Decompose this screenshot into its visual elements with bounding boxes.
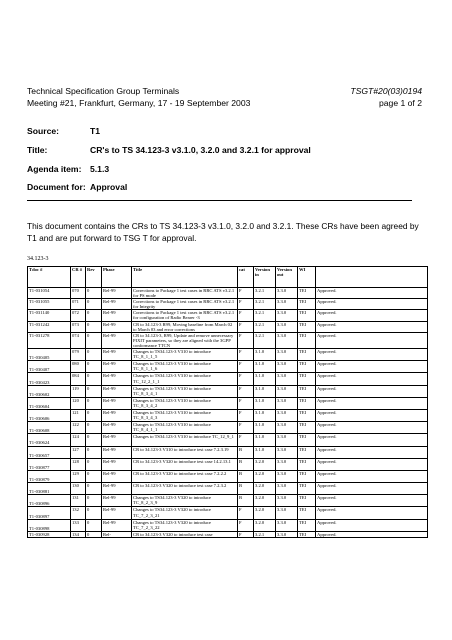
cell-status: Approved. — [316, 349, 428, 361]
cell-status: Approved. — [316, 531, 428, 538]
cell-wi: TEI — [298, 373, 316, 385]
cell-title: Corrections to Package 1 test cases in RRC ATS v3.2.1 for configuration of Radio Bearer -3 — [132, 310, 238, 321]
cell-phase: Rel-99 — [102, 422, 132, 434]
cell-rev: 0 — [86, 385, 102, 397]
cell-tdoc: T1-030928 — [28, 531, 71, 538]
cell-version-in: 3.2.0 — [254, 507, 276, 519]
cell-title: CR to 34.123-3 V320 to introduce test case 7.2.3.2 — [132, 483, 238, 495]
meeting-info: Meeting #21, Frankfurt, Germany, 17 - 19 September 2003 — [27, 98, 251, 108]
cell-phase: Rel-99 — [102, 332, 132, 348]
cell-status: Approved. — [316, 321, 428, 332]
cell-tdoc: T1-030877 — [28, 458, 71, 470]
meta-value: 5.1.3 — [90, 164, 110, 174]
cell-version-out: 3.3.0 — [276, 458, 298, 470]
cell-phase: Rel-99 — [102, 458, 132, 470]
cell-title: CR to 34.123-3 V310 to introduce test case 7.2.3.19 — [132, 446, 238, 458]
intro-paragraph: This document contains the CRs to TS 34.123-3 v3.1.0, 3.2.0 and 3.2.1. These CRs have been agreed by T1 and are put forward to TSG T for approval. — [27, 221, 419, 243]
cell-title: Changes to TS34.123-3 V320 to introduce TC_7_2_3_22 — [132, 519, 238, 531]
cell-status: Approved. — [316, 373, 428, 385]
cell-phase: Rel-99 — [102, 299, 132, 310]
cell-rev: 0 — [86, 458, 102, 470]
cell-wi: TEI — [298, 361, 316, 373]
cell-cr: 071 — [71, 299, 86, 310]
cell-cat: F — [238, 299, 254, 310]
cell-phase: Rel-99 — [102, 288, 132, 299]
table-row — [28, 470, 428, 482]
cell-tdoc: T1-030898 — [28, 519, 71, 531]
cell-tdoc: T1-031242 — [28, 321, 71, 332]
table-row — [28, 373, 428, 385]
cell-phase: Rel-99 — [102, 409, 132, 421]
cell-title: CR to 34.123-3 V320 to introduce test case 7.2.2.2 — [132, 470, 238, 482]
cell-version-in: 3.2.1 — [254, 288, 276, 299]
cell-wi: TEI — [298, 321, 316, 332]
cell-phase: Rel-99 — [102, 434, 132, 446]
cell-status: Approved. — [316, 288, 428, 299]
cell-wi: TEI — [298, 531, 316, 538]
cell-version-out: 3.3.0 — [276, 349, 298, 361]
col-header-cr: CR # — [71, 267, 86, 288]
cell-tdoc: T1-030602 — [28, 385, 71, 397]
cell-status: Approved. — [316, 483, 428, 495]
cell-cr: 129 — [71, 470, 86, 482]
cell-status: Approved. — [316, 332, 428, 348]
cell-cat: F — [238, 519, 254, 531]
cell-tdoc: T1-031055 — [28, 299, 71, 310]
cell-version-out: 3.3.0 — [276, 519, 298, 531]
col-header-phase: Phase — [102, 267, 132, 288]
cell-cat: B — [238, 495, 254, 507]
table-row — [28, 409, 428, 421]
cell-rev: 0 — [86, 373, 102, 385]
cell-phase: Rel- — [102, 531, 132, 538]
cell-rev: 0 — [86, 349, 102, 361]
cell-version-in: 3.1.0 — [254, 373, 276, 385]
cell-cat: F — [238, 373, 254, 385]
cell-tdoc: T1-030879 — [28, 470, 71, 482]
col-header-title: Title — [132, 267, 238, 288]
cell-rev: 0 — [86, 531, 102, 538]
meta-label: Title: — [27, 145, 48, 155]
cell-rev: 0 — [86, 361, 102, 373]
cell-wi: TEI — [298, 519, 316, 531]
cell-version-in: 3.2.1 — [254, 332, 276, 348]
cell-rev: 0 — [86, 519, 102, 531]
cell-cat: F — [238, 321, 254, 332]
cell-rev: 0 — [86, 495, 102, 507]
cell-wi: TEI — [298, 507, 316, 519]
cell-tdoc: T1-030608 — [28, 422, 71, 434]
cell-status: Approved. — [316, 470, 428, 482]
cell-cr: 084 — [71, 373, 86, 385]
cell-title: Changes to TS34.123-3 V310 to introduce TC_8_3_4_1 — [132, 385, 238, 397]
cell-wi: TEI — [298, 434, 316, 446]
document-id: TSGT#20(03)0194 — [350, 86, 422, 96]
table-row — [28, 299, 428, 310]
cell-phase: Rel-99 — [102, 483, 132, 495]
table-row — [28, 288, 428, 299]
cell-phase: Rel-99 — [102, 495, 132, 507]
cell-rev: 0 — [86, 507, 102, 519]
cell-wi: TEI — [298, 470, 316, 482]
page-number: page 1 of 2 — [378, 98, 422, 108]
table-row — [28, 434, 428, 446]
header-line-1 — [27, 86, 422, 96]
table-row — [28, 422, 428, 434]
cell-title: Changes to TS34.123-3 V310 to introduce TC_12_9_1 — [132, 434, 238, 446]
meta-value: CR's to TS 34.123-3 v3.1.0, 3.2.0 and 3.2.1 for approval — [90, 145, 311, 155]
cell-tdoc: T1-030423 — [28, 373, 71, 385]
cell-version-out: 3.3.0 — [276, 288, 298, 299]
cell-tdoc: T1-030624 — [28, 434, 71, 446]
cell-status: Approved. — [316, 361, 428, 373]
cell-phase: Rel-99 — [102, 361, 132, 373]
cell-title: Changes to TS34.123-3 V310 to introduce TC_8_1_1_5 — [132, 349, 238, 361]
cell-phase: Rel-99 — [102, 470, 132, 482]
col-header-version-in: Version in — [254, 267, 276, 288]
cell-phase: Rel-99 — [102, 507, 132, 519]
cell-status: Approved. — [316, 397, 428, 409]
cell-cr: 122 — [71, 422, 86, 434]
cell-version-in: 3.1.0 — [254, 409, 276, 421]
cell-cat: B — [238, 470, 254, 482]
cell-cat: F — [238, 409, 254, 421]
cell-cat: B — [238, 458, 254, 470]
cell-tdoc: T1-030407 — [28, 361, 71, 373]
table-row — [28, 507, 428, 519]
cell-title: CR to 34.123-3, R99, Update and remove unnecessary PIXIT parameters, so they are aligned with the 3GPP conformance TTCN — [132, 332, 238, 348]
cell-tdoc: T1-031278 — [28, 332, 71, 348]
cell-title: CR to 34.123-3 R99, Moving baseline from March 02 to March 03 and error corrections — [132, 321, 238, 332]
cell-cat: B — [238, 483, 254, 495]
cell-version-in: 3.2.1 — [254, 531, 276, 538]
table-row — [28, 531, 428, 538]
cell-rev: 0 — [86, 321, 102, 332]
cell-version-in: 3.1.0 — [254, 397, 276, 409]
cell-cr: 070 — [71, 288, 86, 299]
cell-cr: 124 — [71, 434, 86, 446]
cell-title: Changes to TS34.123-3 V320 to introduce TC_7_2_3_21 — [132, 507, 238, 519]
table-row — [28, 458, 428, 470]
cell-phase: Rel-99 — [102, 519, 132, 531]
cell-version-in: 3.2.0 — [254, 495, 276, 507]
cell-status: Approved. — [316, 446, 428, 458]
cell-title: Changes to TS34.123-3 V310 to introduce TC_8_1_1_6 — [132, 361, 238, 373]
cell-cat: F — [238, 507, 254, 519]
cell-status: Approved. — [316, 310, 428, 321]
cell-rev: 0 — [86, 397, 102, 409]
cell-cr: 131 — [71, 495, 86, 507]
cell-wi: TEI — [298, 422, 316, 434]
col-header-rev: Rev — [86, 267, 102, 288]
cell-version-in: 3.1.0 — [254, 434, 276, 446]
cell-wi: TEI — [298, 299, 316, 310]
cell-status: Approved. — [316, 507, 428, 519]
meta-value: T1 — [90, 126, 101, 136]
cell-version-in: 3.2.1 — [254, 321, 276, 332]
cell-version-out: 3.3.0 — [276, 531, 298, 538]
cell-cr: 133 — [71, 519, 86, 531]
cell-cr: 127 — [71, 446, 86, 458]
cell-cr: 079 — [71, 349, 86, 361]
table-row — [28, 310, 428, 321]
cell-version-out: 3.3.0 — [276, 361, 298, 373]
cell-version-out: 3.3.0 — [276, 422, 298, 434]
cell-version-out: 3.3.0 — [276, 434, 298, 446]
cell-version-out: 3.3.0 — [276, 321, 298, 332]
cell-tdoc: T1-031054 — [28, 288, 71, 299]
cell-wi: TEI — [298, 349, 316, 361]
cell-title: CR to 34.123-3 V320 to introduce test case 14.2.13.1 — [132, 458, 238, 470]
cell-status: Approved. — [316, 409, 428, 421]
cell-version-out: 3.3.0 — [276, 409, 298, 421]
cell-status: Approved. — [316, 299, 428, 310]
cell-cat: F — [238, 349, 254, 361]
cell-rev: 0 — [86, 409, 102, 421]
table-row — [28, 397, 428, 409]
table-row — [28, 483, 428, 495]
cell-version-out: 3.3.0 — [276, 397, 298, 409]
cell-version-out: 3.3.0 — [276, 495, 298, 507]
cell-version-in: 3.2.0 — [254, 458, 276, 470]
table-row — [28, 361, 428, 373]
cell-phase: Rel-99 — [102, 310, 132, 321]
cell-title: Changes to TS34.123-3 V310 to introduce TC_12_2_1_1 — [132, 373, 238, 385]
cell-title: Changes to TS34.123-3 V310 to introduce TC_8_3_4_2 — [132, 397, 238, 409]
cell-rev: 0 — [86, 332, 102, 348]
group-name: Technical Specification Group Terminals — [27, 86, 180, 96]
cell-cat: F — [238, 397, 254, 409]
cell-version-in: 3.2.0 — [254, 519, 276, 531]
cell-cat: F — [238, 332, 254, 348]
cell-tdoc: T1-030657 — [28, 446, 71, 458]
cell-version-out: 3.3.0 — [276, 470, 298, 482]
cell-title: Changes to TS34.123-3 V310 to introduce TC_8_3_4_3 — [132, 409, 238, 421]
cell-wi: TEI — [298, 458, 316, 470]
spec-label: 34.123-3 — [27, 256, 49, 262]
cell-version-in: 3.2.0 — [254, 470, 276, 482]
cell-cr: 119 — [71, 385, 86, 397]
cell-title: Corrections to Package 1 test cases in RRC ATS v3.2.1 for Integrity — [132, 299, 238, 310]
cell-wi: TEI — [298, 385, 316, 397]
cell-wi: TEI — [298, 446, 316, 458]
cell-status: Approved. — [316, 495, 428, 507]
cell-version-in: 3.1.0 — [254, 385, 276, 397]
cell-version-out: 3.3.0 — [276, 446, 298, 458]
cell-version-in: 3.1.0 — [254, 349, 276, 361]
cell-version-out: 3.3.0 — [276, 373, 298, 385]
cell-rev: 0 — [86, 446, 102, 458]
cell-cat: F — [238, 434, 254, 446]
table-row — [28, 519, 428, 531]
col-header-version-out: Version out — [276, 267, 298, 288]
cell-wi: TEI — [298, 288, 316, 299]
cell-phase: Rel-99 — [102, 321, 132, 332]
cell-rev: 0 — [86, 422, 102, 434]
table-row — [28, 349, 428, 361]
cell-tdoc: T1-030897 — [28, 507, 71, 519]
cell-cat: F — [238, 310, 254, 321]
cell-tdoc: T1-030896 — [28, 495, 71, 507]
cell-version-in: 3.1.0 — [254, 361, 276, 373]
col-header-status — [316, 267, 428, 288]
cell-wi: TEI — [298, 483, 316, 495]
cr-table — [27, 266, 428, 538]
cell-cr: 130 — [71, 483, 86, 495]
cell-title: Changes to TS34.123-3 V320 to introduce TC_8_2_3_9 — [132, 495, 238, 507]
cell-version-out: 3.3.0 — [276, 385, 298, 397]
cell-title: Corrections to Package 1 test cases in RRC ATS v3.2.1 for PS mode — [132, 288, 238, 299]
cell-wi: TEI — [298, 310, 316, 321]
cell-cat: F — [238, 422, 254, 434]
cell-version-out: 3.3.0 — [276, 507, 298, 519]
table-row — [28, 321, 428, 332]
cell-version-in: 3.1.0 — [254, 422, 276, 434]
cell-rev: 0 — [86, 288, 102, 299]
cell-tdoc: T1-030881 — [28, 483, 71, 495]
cell-cat: B — [238, 446, 254, 458]
cell-rev: 0 — [86, 299, 102, 310]
table-row — [28, 385, 428, 397]
cell-tdoc: T1-030606 — [28, 409, 71, 421]
cell-version-in: 3.2.1 — [254, 310, 276, 321]
cell-phase: Rel-99 — [102, 397, 132, 409]
meta-label: Agenda item: — [27, 164, 82, 174]
table-row — [28, 332, 428, 348]
table-header-row — [28, 267, 428, 288]
meta-value: Approval — [90, 182, 128, 192]
cell-tdoc: T1-030604 — [28, 397, 71, 409]
cell-wi: TEI — [298, 495, 316, 507]
cell-status: Approved. — [316, 385, 428, 397]
cell-cr: 080 — [71, 361, 86, 373]
cell-status: Approved. — [316, 519, 428, 531]
cell-cat: F — [238, 531, 254, 538]
cell-rev: 0 — [86, 483, 102, 495]
cell-version-in: 3.2.0 — [254, 483, 276, 495]
cell-version-in: 3.2.1 — [254, 299, 276, 310]
cell-rev: 0 — [86, 470, 102, 482]
cell-wi: TEI — [298, 397, 316, 409]
meta-label: Document for: — [27, 182, 86, 192]
cell-rev: 0 — [86, 434, 102, 446]
cell-status: Approved. — [316, 458, 428, 470]
cell-version-out: 3.3.0 — [276, 310, 298, 321]
cell-cr: 128 — [71, 458, 86, 470]
cell-phase: Rel-99 — [102, 446, 132, 458]
col-header-wi: WI — [298, 267, 316, 288]
cell-wi: TEI — [298, 332, 316, 348]
cell-tdoc: T1-031140 — [28, 310, 71, 321]
table-row — [28, 446, 428, 458]
cell-title: Changes to TS34.123-3 V310 to introduce TC_8_4_1_1 — [132, 422, 238, 434]
cell-wi: TEI — [298, 409, 316, 421]
cell-cr: 072 — [71, 310, 86, 321]
header-line-2 — [27, 98, 422, 108]
cell-version-out: 3.3.0 — [276, 483, 298, 495]
cell-phase: Rel-99 — [102, 349, 132, 361]
cell-cat: F — [238, 361, 254, 373]
cell-rev: 0 — [86, 310, 102, 321]
cell-phase: Rel-99 — [102, 373, 132, 385]
cell-cr: 121 — [71, 409, 86, 421]
cell-status: Approved. — [316, 434, 428, 446]
cell-version-out: 3.3.0 — [276, 299, 298, 310]
cell-cr: 073 — [71, 321, 86, 332]
cell-cr: 074 — [71, 332, 86, 348]
cell-status: Approved. — [316, 422, 428, 434]
cell-version-out: 3.3.0 — [276, 332, 298, 348]
cell-tdoc: T1-030405 — [28, 349, 71, 361]
cell-cr: 134 — [71, 531, 86, 538]
col-header-cat: cat — [238, 267, 254, 288]
cell-title: CR to 34.123-3 V320 to introduce test case — [132, 531, 238, 538]
table-row — [28, 495, 428, 507]
cell-cr: 120 — [71, 397, 86, 409]
cell-cr: 132 — [71, 507, 86, 519]
meta-label: Source: — [27, 126, 59, 136]
cell-phase: Rel-99 — [102, 385, 132, 397]
cell-cat: F — [238, 385, 254, 397]
col-header-tdoc: Tdoc # — [28, 267, 71, 288]
cell-cat: F — [238, 288, 254, 299]
separator-rule — [27, 200, 412, 201]
cell-version-in: 3.1.0 — [254, 446, 276, 458]
